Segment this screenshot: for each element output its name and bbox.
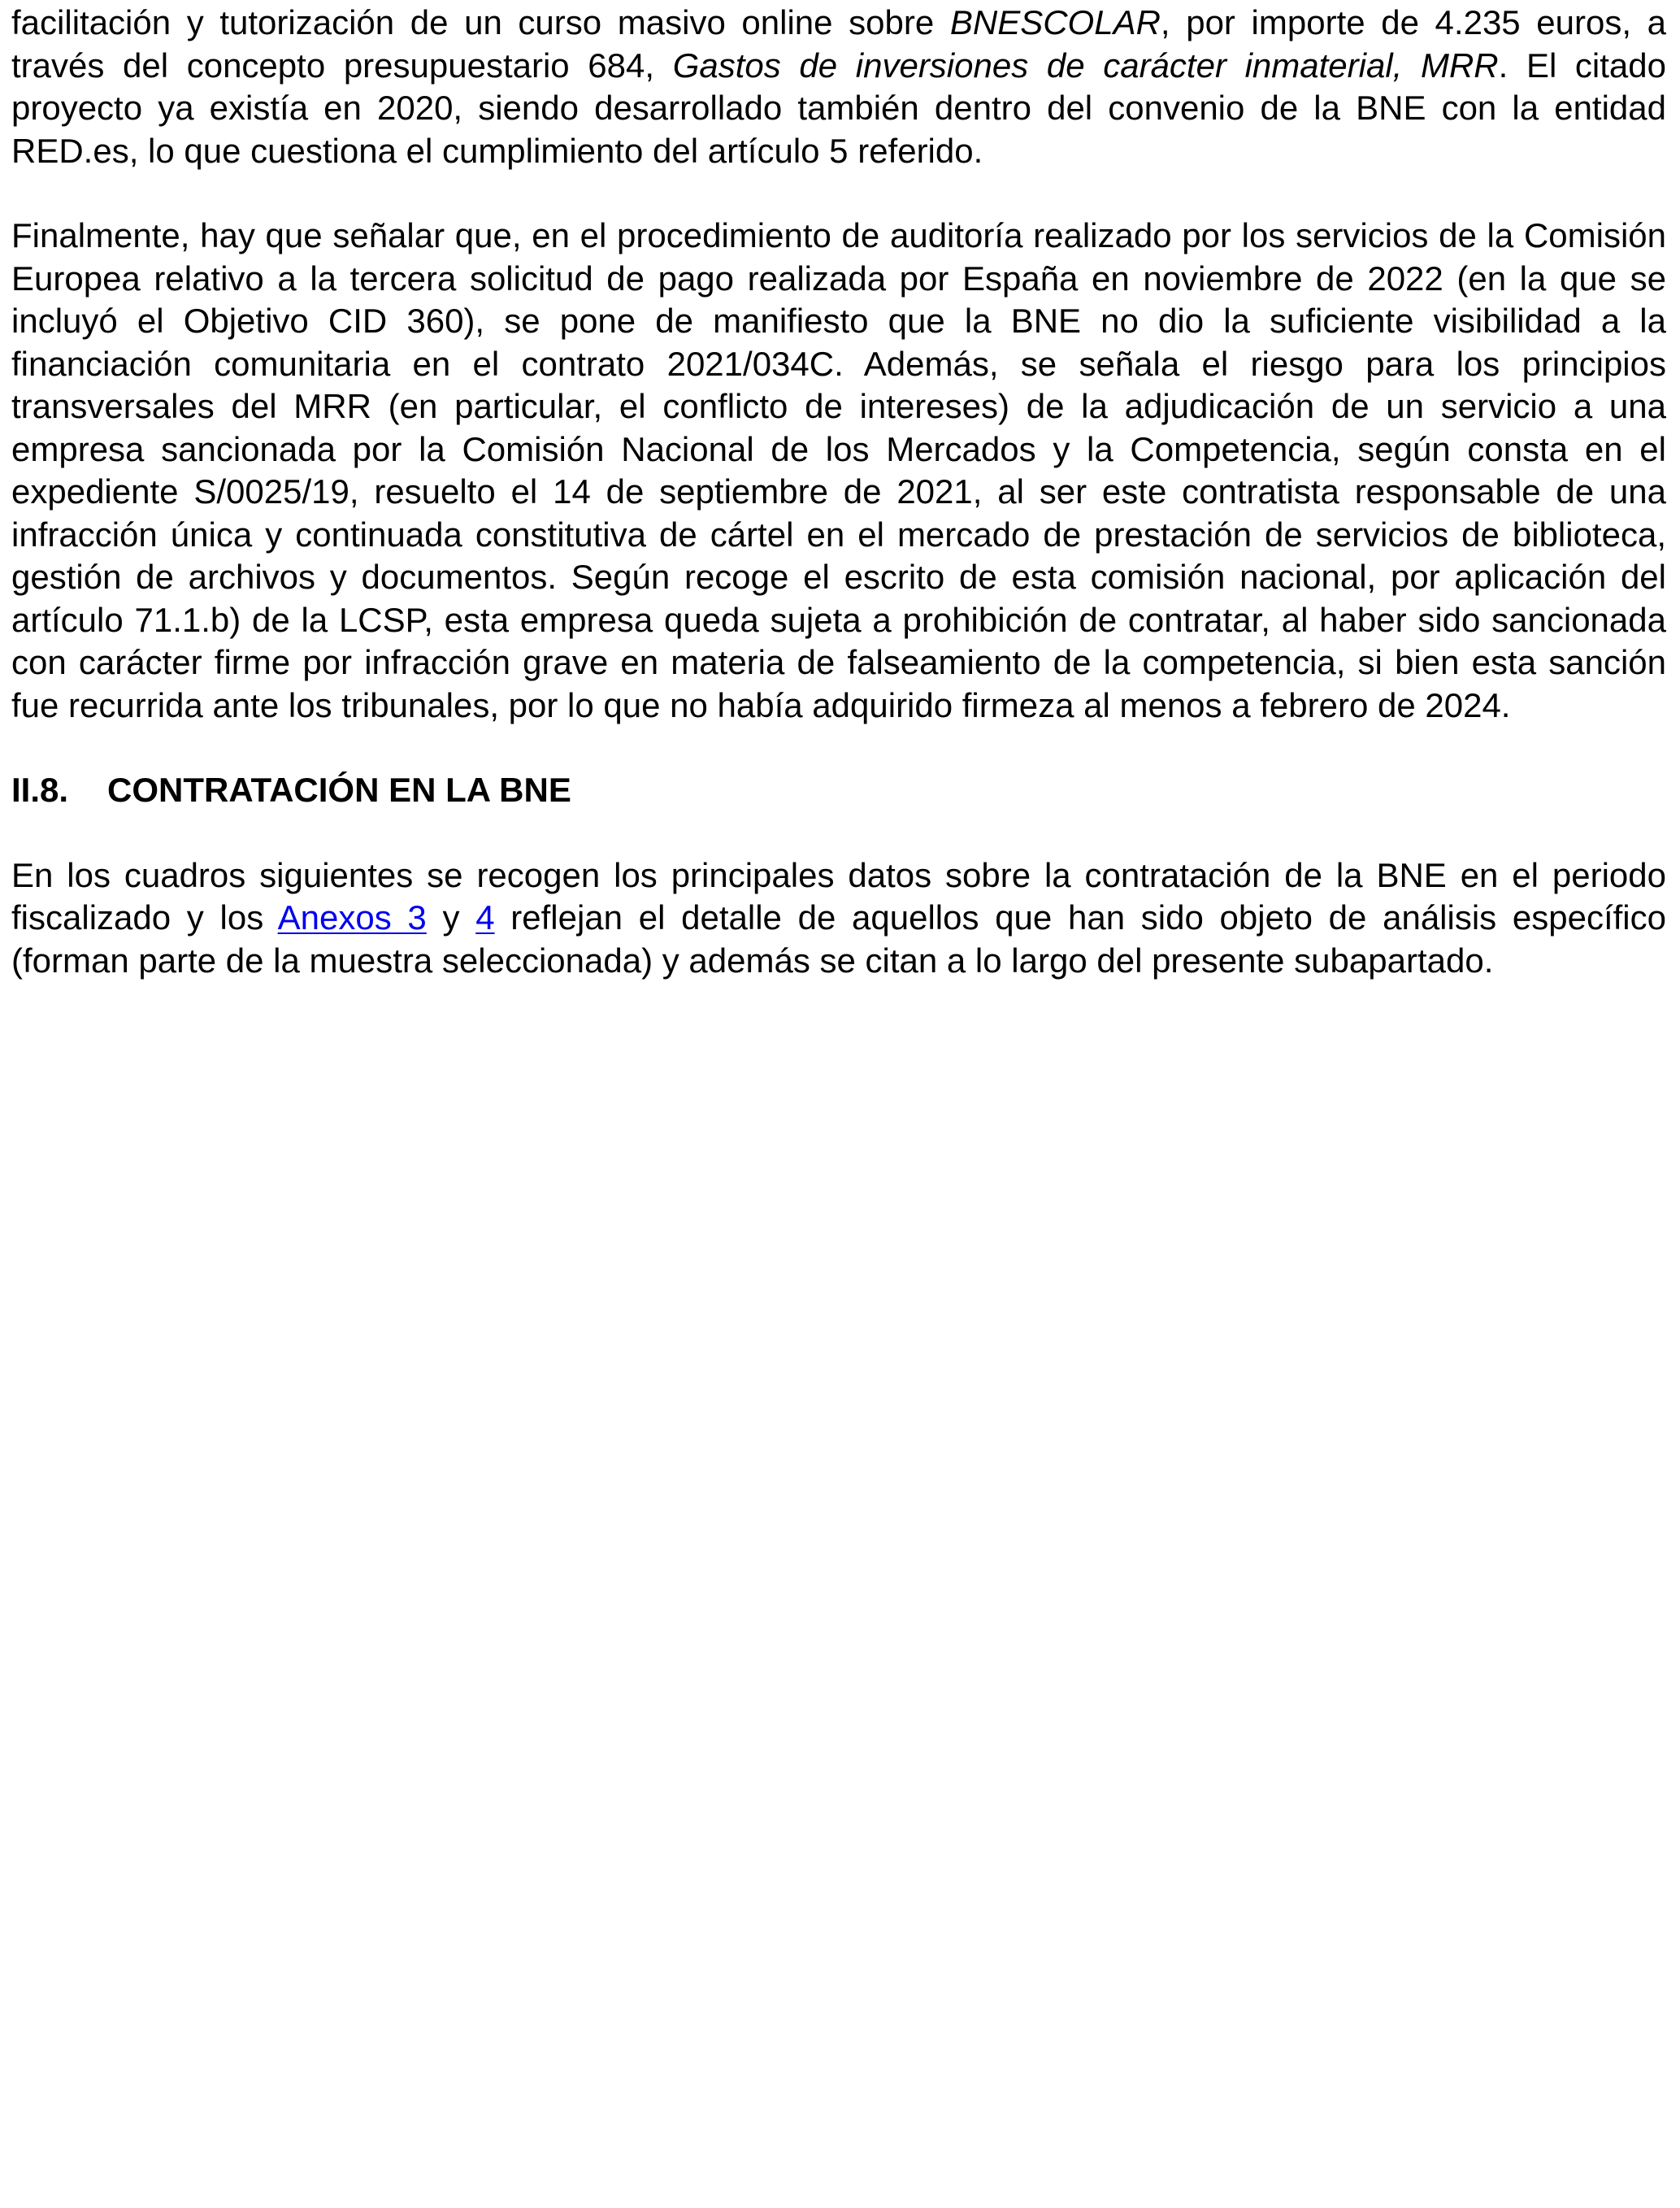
paragraph-contratacion	[11, 854, 1666, 983]
italic-term-concept: Gastos de inversiones de carácter inmaterial, MRR	[672, 46, 1499, 85]
paragraph-text: En los cuadros siguientes se recogen los principales datos sobre la contratación de la BNE en el periodo fiscalizado y los	[11, 855, 1666, 937]
paragraph-text: reflejan el detalle de aquellos que han sido objeto de análisis específico (forman parte de la muestra seleccionada) y además se citan a lo largo del presente subapartado.	[11, 898, 1666, 980]
paragraph-audit: Finalmente, hay que señalar que, en el procedimiento de auditoría realizado por los servicios de la Comisión Europea relativo a la tercera solicitud de pago realizada por España en noviembre de 2022 (en la que se incluyó el Objetivo CID 360), se pone de manifiesto que la BNE no dio la suficiente visibilidad a la financiación comunitaria en el contrato 2021/034C. Además, se señala el riesgo para los principios transversales del MRR (en particular, el conflicto de intereses) de la adjudicación de un servicio a una empresa sancionada por la Comisión Nacional de los Mercados y la Competencia, según consta en el expediente S/0025/19, resuelto el 14 de septiembre de 2021, al ser este contratista responsable de una infracción única y continuada constitutiva de cártel en el mercado de prestación de servicios de biblioteca, gestión de archivos y documentos. Según recoge el escrito de esta comisión nacional, por aplicación del artículo 71.1.b) de la LCSP, esta empresa queda sujeta a prohibición de contratar, al haber sido sancionada con carácter firme por infracción grave en materia de falseamiento de la competencia, si bien esta sanción fue recurrida ante los tribunales, por lo que no había adquirido firmeza al menos a febrero de 2024.	[11, 216, 1666, 724]
anexo-3-link[interactable]: Anexos 3	[277, 898, 427, 937]
anexo-4-link[interactable]: 4	[475, 898, 495, 937]
italic-term-bnescolar: BNESCOLAR	[949, 3, 1161, 41]
section-heading	[11, 769, 1666, 812]
paragraph-text: , por importe de 4.235 euros, a través del concepto presupuestario 684,	[11, 3, 1667, 85]
paragraph-text: y	[426, 898, 476, 937]
paragraph-text: facilitación y tutorización de un curso masivo online sobre	[11, 3, 950, 41]
section-number: II.8.	[11, 771, 69, 809]
paragraph-text: . El citado proyecto ya existía en 2020, siendo desarrollado también dentro del convenio de la BNE con la entidad RED.es, lo que cuestiona el cumplimiento del artículo 5 referido.	[11, 46, 1667, 170]
document-page	[11, 0, 1666, 982]
paragraph-bnescolar	[11, 0, 1666, 172]
section-title: CONTRATACIÓN EN LA BNE	[107, 771, 571, 809]
